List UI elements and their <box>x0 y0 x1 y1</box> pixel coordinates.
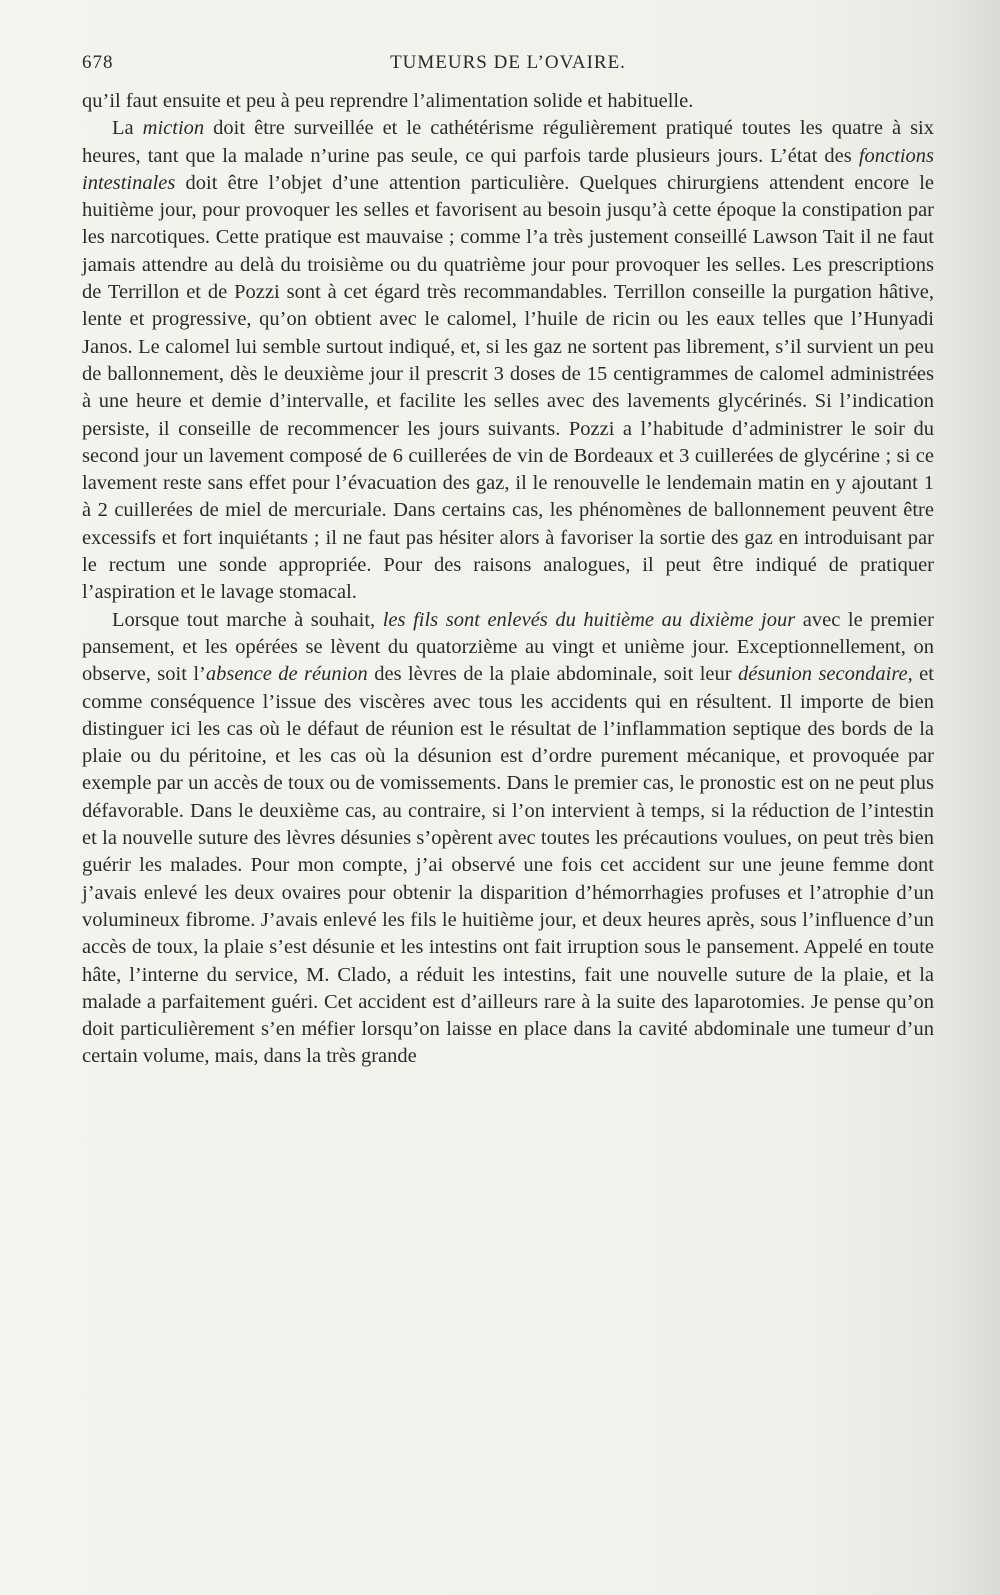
italic-text: miction <box>142 117 205 140</box>
paragraph <box>82 607 934 1071</box>
italic-text: désunion secondaire <box>738 663 908 686</box>
text-run: La <box>112 117 143 140</box>
italic-text: les fils sont enlevés du huitième au dixième jour <box>382 608 796 631</box>
text-run: Lorsque tout marche à souhait, <box>112 608 383 631</box>
paragraph <box>82 88 934 115</box>
text-run: qu’il faut ensuite et peu à peu reprendre l’alimentation solide et habituelle. <box>82 90 694 112</box>
italic-text: absence de réunion <box>205 663 368 686</box>
body-text <box>82 88 934 1071</box>
text-run: des lèvres de la plaie abdominale, soit leur <box>367 663 739 686</box>
page-header <box>82 52 934 82</box>
paragraph <box>82 115 934 606</box>
text-run: doit être l’objet d’une attention particulière. Quelques chirurgiens attendent encore le huitième jour, pour provoquer les selles et favorisent au besoin jusqu’à cette époque la constipation par les narcotiques. Cette pratique est mauvaise ; comme l’a très justement conseillé Lawson Tait il ne faut jamais attendre au delà du troisième ou du quatrième jour pour provoquer les selles. Les prescriptions de Terrillon et de Pozzi sont à cet égard très recommandables. Terrillon conseille la purgation hâtive, lente et progressive, qu’on obtient avec le calomel, l’huile de ricin ou les eaux telles que l’Hunyadi Janos. Le calomel lui semble surtout indiqué, et, si les gaz ne sortent pas librement, s’il survient un peu de ballonnement, dès le deuxième jour il prescrit 3 doses de 15 centigrammes de calomel administrées à une heure et demie d’intervalle, et facilite les selles avec des lavements glycérinés. Si l’indication persiste, il conseille de recommencer les jours suivants. Pozzi a l’habitude d’administrer le soir du second jour un lavement composé de 6 cuillerées de vin de Bordeaux et 3 cuillerées de glycérine ; si ce lavement reste sans effet pour l’évacuation des gaz, il le renouvelle le lendemain matin en y ajoutant 1 à 2 cuillerées de miel de mercuriale. Dans certains cas, les phénomènes de ballonnement peuvent être excessifs et fort inquiétants ; il ne faut pas hésiter alors à favoriser la sortie des gaz en introduisant par le rectum une sonde appropriée. Pour des raisons analogues, il peut être indiqué de pratiquer l’aspiration et le lavage stomacal. <box>82 171 934 604</box>
text-run: doit être surveillée et le cathétérisme régulièrement pratiqué toutes les quatre à six heures, tant que la malade n’urine pas seule, ce qui parfois tarde plusieurs jours. L’état des <box>82 117 934 167</box>
text-run: , et comme conséquence l’issue des viscères avec tous les accidents qui en résultent. Il importe de bien distinguer ici les cas où le défaut de réunion est le résultat de l’inflammation septique des bords de la plaie ou du péritoine, et les cas où la désunion est d’ordre purement mécanique, et provoquée par exemple par un accès de toux ou de vomissements. Dans le premier cas, le pronostic est on ne peut plus défavorable. Dans le deuxième cas, au contraire, si l’on intervient à temps, si la réduction de l’intestin et la nouvelle suture des lèvres désunies s’opèrent avec toutes les précautions voulues, on peut très bien guérir les malades. Pour mon compte, j’ai observé une fois cet accident sur une jeune femme dont j’avais enlevé les deux ovaires pour obtenir la disparition d’hémorrhagies profuses et l’atrophie d’un volumineux fibrome. J’avais enlevé les fils le huitième jour, et deux heures après, sous l’influence d’un accès de toux, la plaie s’est désunie et les intestins ont fait irruption sous le pansement. Appelé en toute hâte, l’interne du service, M. Clado, a réduit les intestins, fait une nouvelle suture de la plaie, et la malade a parfaitement guéri. Cet accident est d’ailleurs rare à la suite des laparotomies. Je pense qu’on doit particulièrement s’en méfier lorsqu’on laisse en place dans la cavité abdominale une tumeur d’un certain volume, mais, dans la très grande <box>82 663 934 1068</box>
running-title: TUMEURS DE L’OVAIRE. <box>390 52 626 73</box>
text-run: avec le premier pansement, et les opérées se lèvent du quatorzième au vingt et unième jour. Exceptionnellement, on observe, soit l’ <box>82 608 934 686</box>
page-number: 678 <box>82 52 114 73</box>
italic-text: fonctions intestinales <box>82 144 934 194</box>
